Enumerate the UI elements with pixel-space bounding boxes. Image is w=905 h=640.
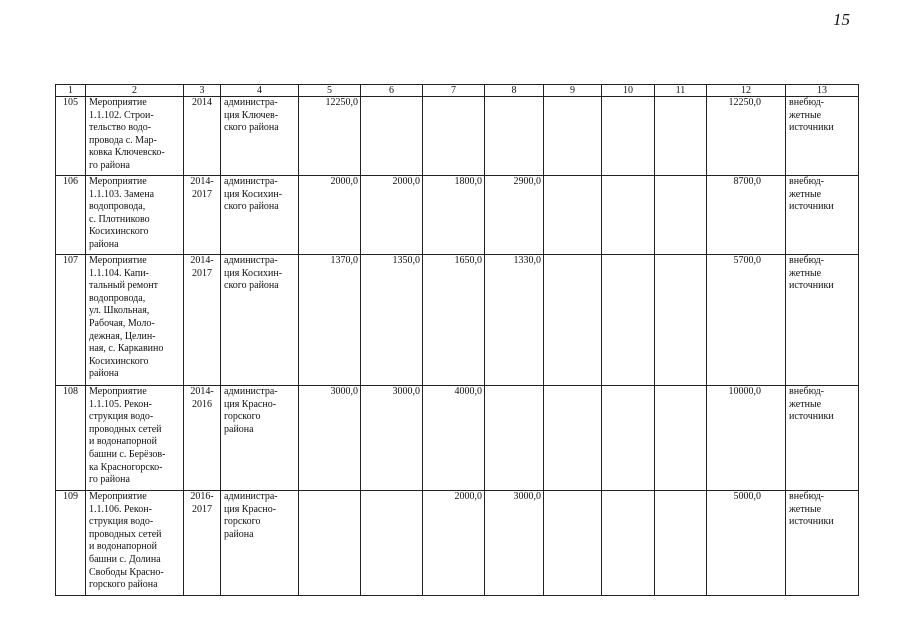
cell-line: ция Косихин-: [224, 267, 283, 279]
cell-line: струкция водо-: [89, 411, 154, 423]
funding-source: [786, 491, 859, 596]
amount-c10: [602, 176, 655, 255]
column-header: 13: [786, 85, 859, 97]
cell-line: ция Красно-: [224, 503, 277, 515]
table-row: [56, 97, 859, 176]
amount-c10: [602, 386, 655, 491]
amount-c7: [423, 97, 485, 176]
cell-line: Мероприятие: [89, 386, 147, 397]
amount-c8: 1330,0: [485, 255, 544, 386]
cell-line: администра-: [224, 491, 278, 502]
cell-line: внебюд-: [789, 255, 824, 266]
cell-line: ковка Ключевско-: [89, 147, 165, 159]
cell-line: администра-: [224, 386, 278, 397]
column-header: 7: [423, 85, 485, 97]
page-number: 15: [833, 10, 850, 29]
cell-line: Косихинского: [89, 226, 149, 238]
cell-line: 2014: [192, 97, 212, 108]
cell-line: ция Красно-: [224, 398, 277, 410]
amount-c8: 3000,0: [485, 491, 544, 596]
cell-line: 2016-: [190, 491, 214, 502]
column-header: 1: [56, 85, 86, 97]
cell-line: 1.1.102. Строи-: [89, 109, 154, 121]
column-header: 2: [86, 85, 184, 97]
cell-line: ка Красногорско-: [89, 461, 163, 473]
table-row: [56, 491, 859, 596]
column-header: 11: [655, 85, 707, 97]
cell-line: Мероприятие: [89, 176, 147, 187]
cell-line: источники: [789, 122, 834, 134]
years: [184, 176, 221, 255]
cell-line: внебюд-: [789, 97, 824, 108]
amount-c8: [485, 386, 544, 491]
cell-line: Мероприятие: [89, 491, 147, 502]
cell-line: дежная, Целин-: [89, 330, 156, 342]
column-header: 10: [602, 85, 655, 97]
executor: [221, 386, 299, 491]
cell-line: жетные: [789, 109, 822, 121]
funding-source: [786, 97, 859, 176]
cell-line: источники: [789, 280, 834, 292]
cell-line: и водонапорной: [89, 541, 158, 553]
cell-line: ная, с. Каркавино: [89, 343, 164, 355]
cell-line: администра-: [224, 176, 278, 187]
cell-line: ского района: [224, 201, 279, 213]
cell-line: тельство водо-: [89, 122, 152, 134]
cell-line: администра-: [224, 255, 278, 266]
amount-c7: 1650,0: [423, 255, 485, 386]
cell-line: внебюд-: [789, 176, 824, 187]
table-row: [56, 176, 859, 255]
cell-line: района: [89, 368, 119, 380]
cell-line: Свободы Красно-: [89, 566, 164, 578]
amount-c5: 12250,0: [299, 97, 361, 176]
row-number: 108: [56, 386, 86, 491]
column-header: 3: [184, 85, 221, 97]
amount-c10: [602, 97, 655, 176]
amount-c6: 1350,0: [361, 255, 423, 386]
cell-line: района: [89, 238, 119, 250]
amount-c9: [544, 491, 602, 596]
cell-line: источники: [789, 201, 834, 213]
executor: [221, 97, 299, 176]
cell-line: Рабочая, Моло-: [89, 317, 155, 329]
amount-c6: [361, 491, 423, 596]
cell-line: 2017: [192, 188, 212, 200]
table-body: [56, 85, 859, 596]
amount-c11: [655, 97, 707, 176]
amount-c5: [299, 491, 361, 596]
cell-line: ция Косихин-: [224, 188, 283, 200]
amount-c7: 4000,0: [423, 386, 485, 491]
measure-title: [86, 491, 184, 596]
amount-c6: 2000,0: [361, 176, 423, 255]
row-number: 107: [56, 255, 86, 386]
column-header: 8: [485, 85, 544, 97]
cell-line: проводных сетей: [89, 528, 162, 540]
funding-source: [786, 176, 859, 255]
cell-line: башни с. Берёзов-: [89, 448, 166, 460]
cell-line: горского района: [89, 579, 158, 591]
column-header: 5: [299, 85, 361, 97]
amount-total: 10000,0: [707, 386, 786, 491]
cell-line: водопровода,: [89, 292, 146, 304]
amount-c5: 1370,0: [299, 255, 361, 386]
row-number: 105: [56, 97, 86, 176]
cell-line: жетные: [789, 267, 822, 279]
cell-line: ского района: [224, 280, 279, 292]
cell-line: ция Ключев-: [224, 109, 279, 121]
amount-c11: [655, 386, 707, 491]
cell-line: 2014-: [190, 255, 214, 266]
measure-title: [86, 176, 184, 255]
amount-c6: [361, 97, 423, 176]
column-header: 12: [707, 85, 786, 97]
amount-c8: 2900,0: [485, 176, 544, 255]
cell-line: провода с. Мар-: [89, 134, 157, 146]
cell-line: ского района: [224, 122, 279, 134]
column-header: 4: [221, 85, 299, 97]
amount-c11: [655, 176, 707, 255]
cell-line: с. Плотниково: [89, 213, 150, 225]
amount-c6: 3000,0: [361, 386, 423, 491]
amount-c11: [655, 255, 707, 386]
cell-line: внебюд-: [789, 386, 824, 397]
cell-line: жетные: [789, 188, 822, 200]
years: [184, 255, 221, 386]
amount-total: 8700,0: [707, 176, 786, 255]
years: [184, 386, 221, 491]
amount-c5: 3000,0: [299, 386, 361, 491]
amount-c10: [602, 491, 655, 596]
measure-title: [86, 386, 184, 491]
amount-total: 5000,0: [707, 491, 786, 596]
amount-total: 12250,0: [707, 97, 786, 176]
cell-line: тальный ремонт: [89, 280, 158, 292]
cell-line: горского: [224, 411, 261, 423]
cell-line: района: [224, 423, 254, 435]
cell-line: 1.1.106. Рекон-: [89, 503, 152, 515]
column-header: 6: [361, 85, 423, 97]
cell-line: администра-: [224, 97, 278, 108]
cell-line: и водонапорной: [89, 436, 158, 448]
budget-table: [55, 84, 859, 596]
cell-line: жетные: [789, 503, 822, 515]
table-row: [56, 386, 859, 491]
cell-line: источники: [789, 411, 834, 423]
cell-line: ул. Школьная,: [89, 305, 150, 317]
executor: [221, 176, 299, 255]
cell-line: проводных сетей: [89, 423, 162, 435]
amount-c10: [602, 255, 655, 386]
cell-line: Мероприятие: [89, 97, 147, 108]
column-header: 9: [544, 85, 602, 97]
amount-c9: [544, 176, 602, 255]
cell-line: горского: [224, 516, 261, 528]
executor: [221, 255, 299, 386]
cell-line: 1.1.103. Замена: [89, 188, 155, 200]
table-row: [56, 255, 859, 386]
cell-line: Косихинского: [89, 355, 149, 367]
cell-line: го района: [89, 159, 130, 171]
cell-line: 2016: [192, 398, 212, 410]
cell-line: го района: [89, 474, 130, 486]
cell-line: источники: [789, 516, 834, 528]
cell-line: башни с. Долина: [89, 553, 161, 565]
amount-c7: 2000,0: [423, 491, 485, 596]
header-row: [56, 85, 859, 97]
amount-c8: [485, 97, 544, 176]
cell-line: 1.1.105. Рекон-: [89, 398, 152, 410]
cell-line: водопровода,: [89, 201, 146, 213]
cell-line: 2017: [192, 267, 212, 279]
cell-line: струкция водо-: [89, 516, 154, 528]
row-number: 106: [56, 176, 86, 255]
cell-line: 1.1.104. Капи-: [89, 267, 149, 279]
cell-line: 2017: [192, 503, 212, 515]
years: [184, 491, 221, 596]
amount-c9: [544, 386, 602, 491]
measure-title: [86, 97, 184, 176]
years: [184, 97, 221, 176]
cell-line: района: [224, 528, 254, 540]
cell-line: жетные: [789, 398, 822, 410]
measure-title: [86, 255, 184, 386]
executor: [221, 491, 299, 596]
cell-line: внебюд-: [789, 491, 824, 502]
cell-line: Мероприятие: [89, 255, 147, 266]
cell-line: 2014-: [190, 386, 214, 397]
amount-c9: [544, 255, 602, 386]
cell-line: 2014-: [190, 176, 214, 187]
amount-total: 5700,0: [707, 255, 786, 386]
amount-c7: 1800,0: [423, 176, 485, 255]
amount-c5: 2000,0: [299, 176, 361, 255]
amount-c9: [544, 97, 602, 176]
row-number: 109: [56, 491, 86, 596]
funding-source: [786, 386, 859, 491]
amount-c11: [655, 491, 707, 596]
funding-source: [786, 255, 859, 386]
